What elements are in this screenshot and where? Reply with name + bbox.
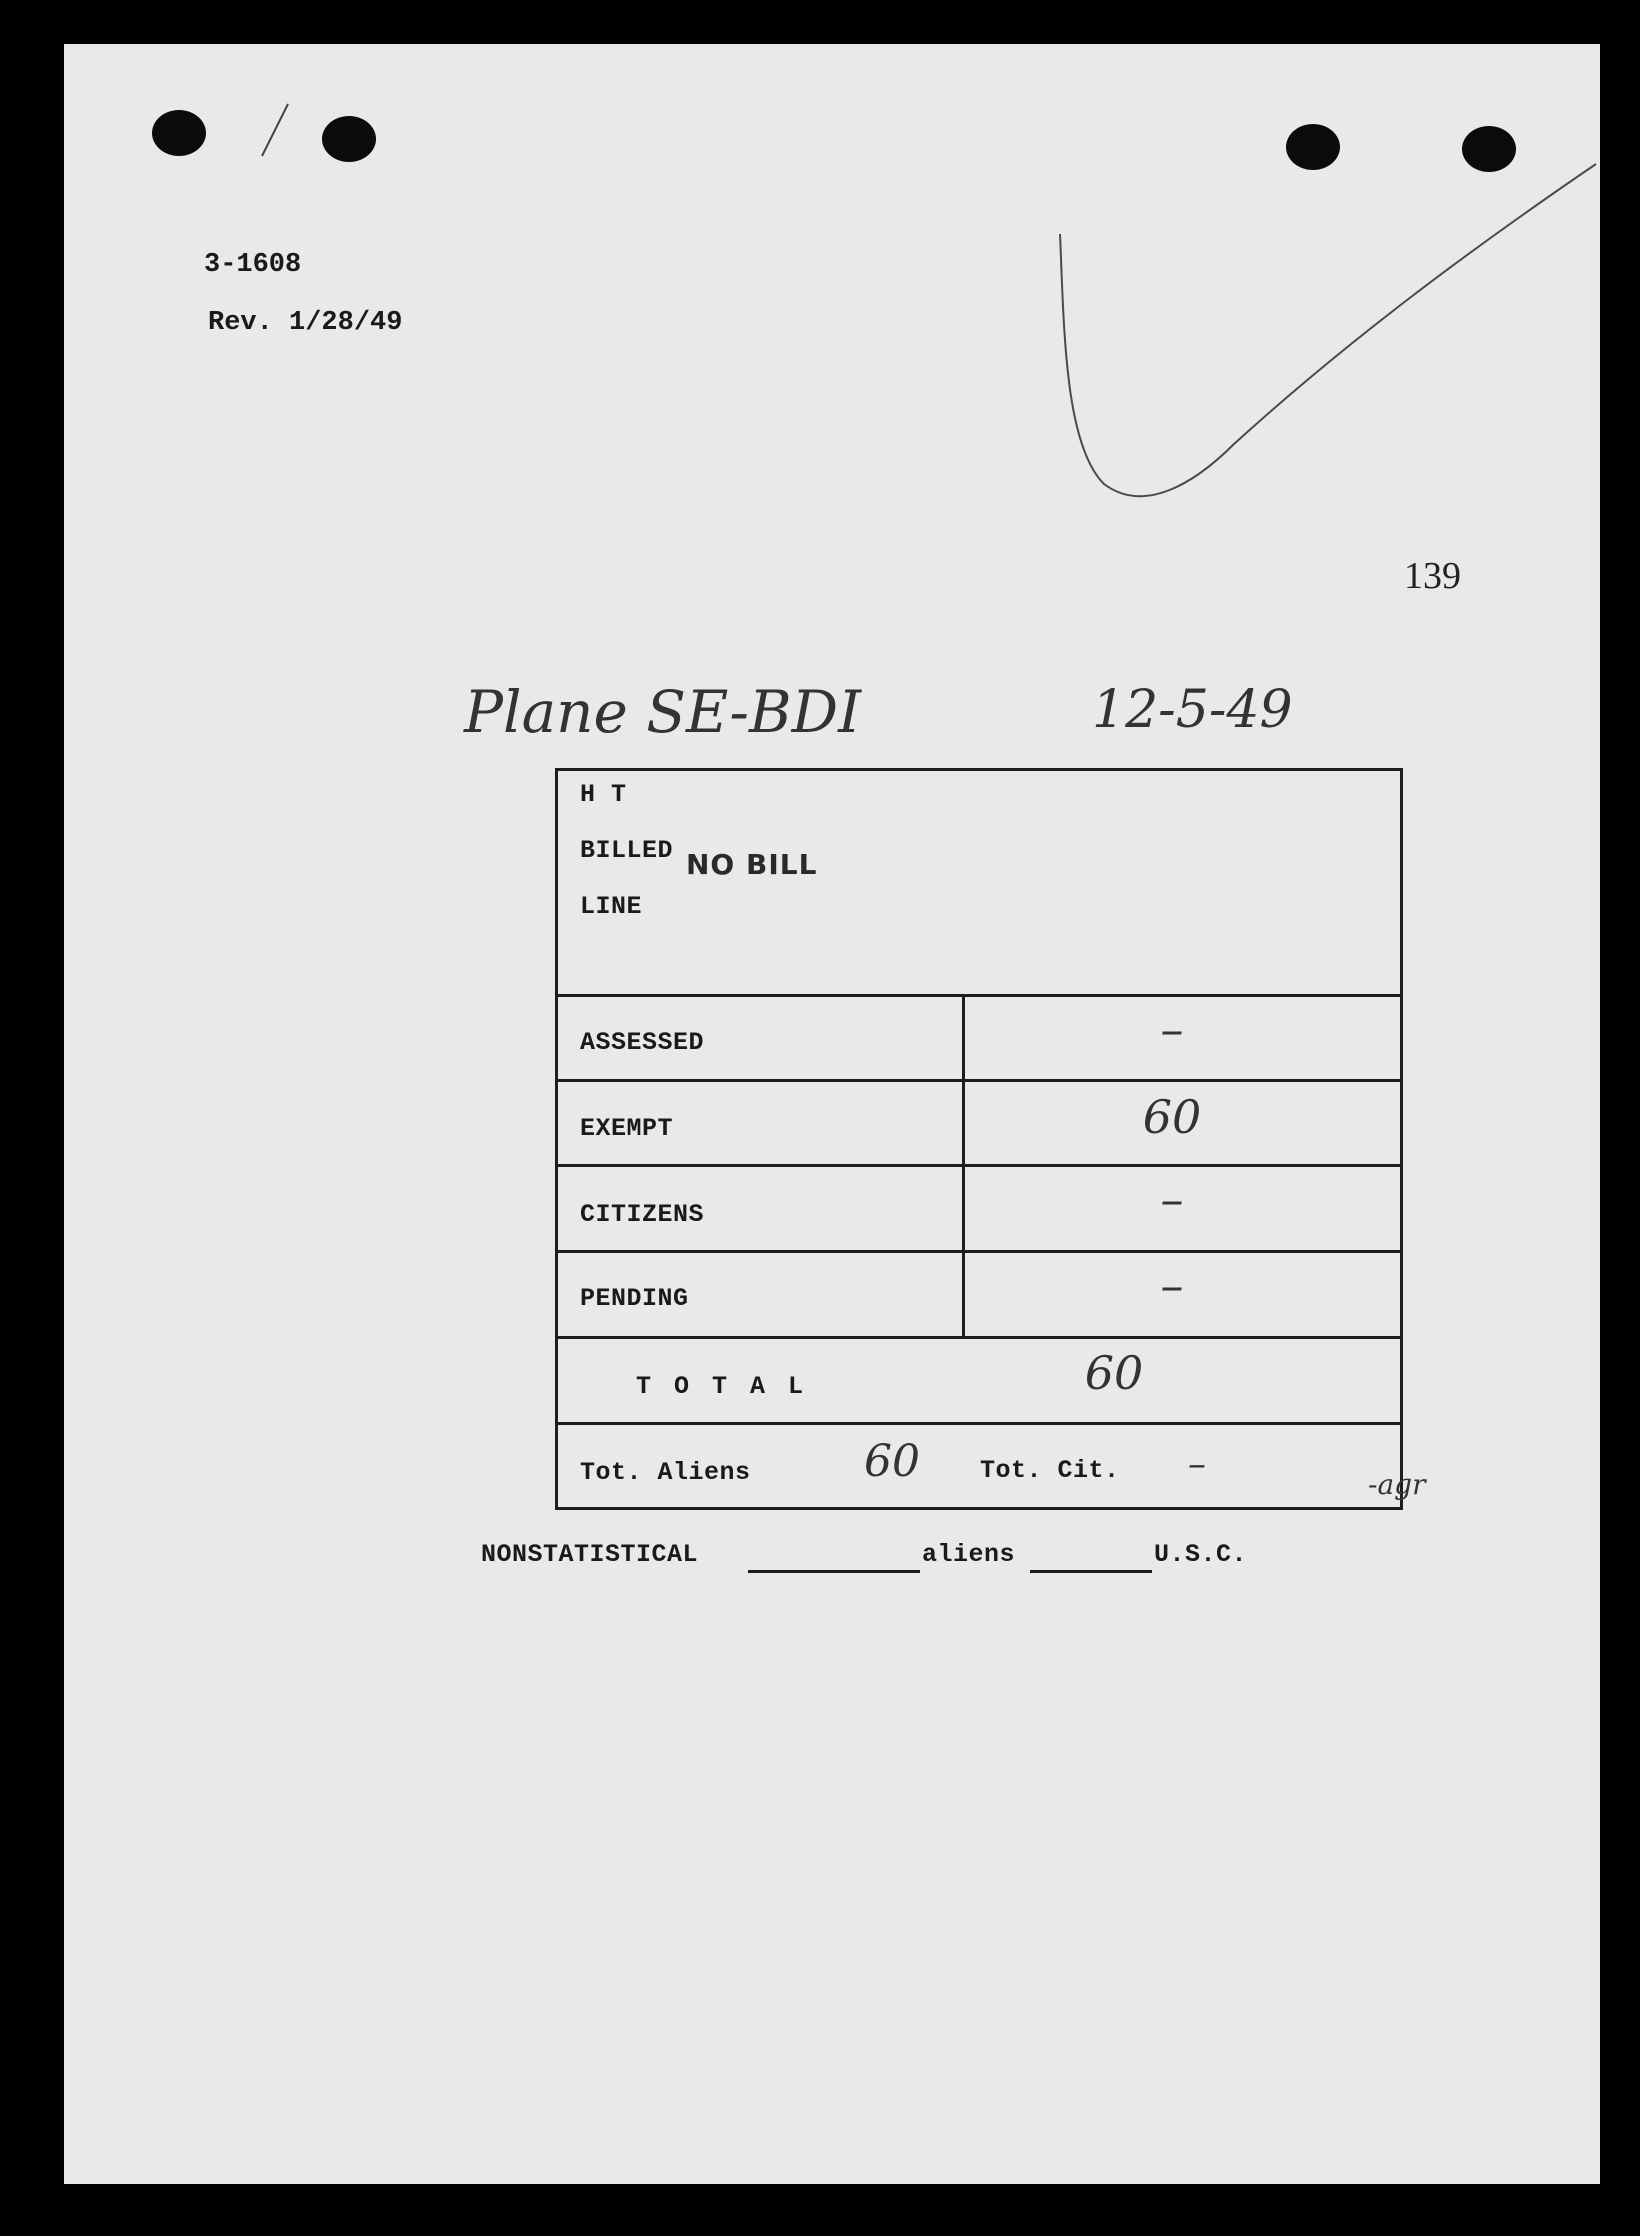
- exempt-value: 60: [1142, 1090, 1202, 1144]
- row-divider: [555, 1079, 1403, 1082]
- usc-label: U.S.C.: [1154, 1540, 1248, 1569]
- nonstatistical-label: NONSTATISTICAL: [481, 1540, 699, 1569]
- row-divider: [555, 1336, 1403, 1339]
- total-label: T O T A L: [636, 1372, 808, 1401]
- aliens-label: aliens: [922, 1540, 1016, 1569]
- date-handwritten: 12-5-49: [1092, 680, 1293, 740]
- document-page: [64, 44, 1600, 2184]
- form-revision: Rev. 1/28/49: [208, 308, 403, 338]
- total-value: 60: [1084, 1346, 1144, 1400]
- row-divider: [555, 1422, 1403, 1425]
- pending-label: PENDING: [580, 1284, 689, 1313]
- tot-cit-value: –: [1188, 1444, 1206, 1485]
- initials-handwritten: -agr: [1368, 1468, 1426, 1501]
- row-divider: [555, 1164, 1403, 1167]
- form-number: 3-1608: [204, 250, 302, 280]
- exempt-label: EXEMPT: [580, 1114, 674, 1143]
- column-divider: [962, 994, 965, 1336]
- pending-value: –: [1160, 1258, 1184, 1312]
- ht-label: H T: [580, 780, 627, 809]
- usc-blank: [1030, 1570, 1152, 1573]
- tot-cit-label: Tot. Cit.: [980, 1456, 1120, 1485]
- row-divider: [555, 994, 1403, 997]
- nonstatistical-blank: [748, 1570, 920, 1573]
- assessed-value: –: [1160, 1002, 1184, 1056]
- no-bill-stamp: NO BILL: [686, 848, 818, 881]
- page-number: 139: [1404, 555, 1461, 597]
- citizens-value: –: [1160, 1172, 1184, 1226]
- assessed-label: ASSESSED: [580, 1028, 705, 1057]
- vessel-handwritten: Plane SE-BDI: [464, 678, 862, 746]
- billed-label: BILLED: [580, 836, 674, 865]
- tot-aliens-value: 60: [864, 1436, 920, 1487]
- citizens-label: CITIZENS: [580, 1200, 705, 1229]
- line-label: LINE: [580, 892, 643, 921]
- row-divider: [555, 1250, 1403, 1253]
- tot-aliens-label: Tot. Aliens: [580, 1458, 751, 1487]
